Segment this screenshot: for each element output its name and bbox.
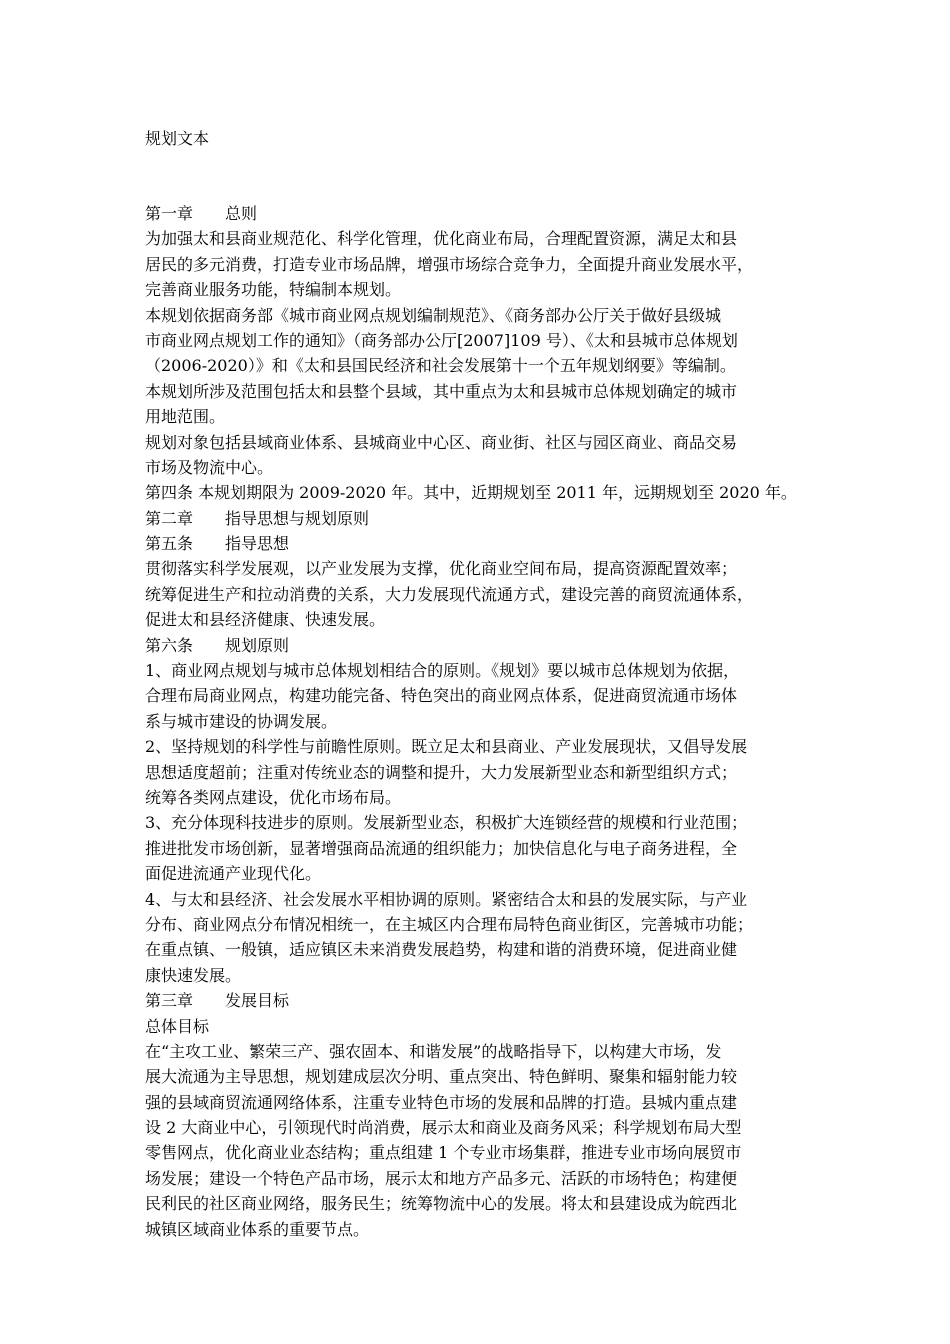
body-text-line: 设 2 大商业中心，引领现代时尚消费，展示太和商业及商务风采；科学规划布局大型	[145, 1118, 742, 1138]
body-text-line: 零售网点，优化商业业态结构；重点组建 1 个专业市场集群，推进专业市场向展贸市	[145, 1143, 742, 1163]
body-text-line: 2、坚持规划的科学性与前瞻性原则。既立足太和县商业、产业发展现状，又倡导发展	[145, 737, 748, 757]
body-text-line: 本规划依据商务部《城市商业网点规划编制规范》、《商务部办公厅关于做好县级城	[145, 305, 722, 325]
body-text-line: 推进批发市场创新，显著增强商品流通的组织能力；加快信息化与电子商务进程，全	[145, 838, 738, 858]
body-text-line: 贯彻落实科学发展观，以产业发展为支撑，优化商业空间布局，提高资源配置效率；	[145, 559, 738, 579]
body-text-line: 规划对象包括县域商业体系、县城商业中心区、商业街、社区与园区商业、商品交易	[145, 432, 738, 452]
body-text-line: 合理布局商业网点，构建功能完备、特色突出的商业网点体系，促进商贸流通市场体	[145, 686, 738, 706]
body-text-line: 康快速发展。	[145, 965, 242, 985]
body-text-line: 第三章 发展目标	[145, 991, 290, 1011]
body-text-line: 第四条 本规划期限为 2009-2020 年。其中，近期规划至 2011 年，远期规划至 2020 年。	[145, 483, 797, 503]
body-text-line: 第一章 总则	[145, 204, 258, 223]
body-text-line: 第六条 规划原则	[145, 635, 290, 655]
body-text-line: 完善商业服务功能，特编制本规划。	[145, 280, 402, 300]
body-text-line: 城镇区域商业体系的重要节点。	[145, 1219, 370, 1239]
body-text-line: 居民的多元消费，打造专业市场品牌，增强市场综合竞争力，全面提升商业发展水平，	[145, 254, 754, 274]
body-text-line: 民利民的社区商业网络，服务民生；统筹物流中心的发展。将太和县建设成为皖西北	[145, 1194, 738, 1214]
body-text-line: 4、与太和县经济、社会发展水平相协调的原则。紧密结合太和县的发展实际，与产业	[145, 889, 748, 909]
body-text-line: 1、商业网点规划与城市总体规划相结合的原则。《规划》要以城市总体规划为依据，	[145, 661, 740, 681]
body-text-line: 总体目标	[145, 1016, 210, 1036]
body-text-line: 强的县域商贸流通网络体系，注重专业特色市场的发展和品牌的打造。县城内重点建	[145, 1092, 738, 1112]
body-text-line: 促进太和县经济健康、快速发展。	[145, 610, 386, 630]
body-text-line: 思想适度超前；注重对传统业态的调整和提升，大力发展新型业态和新型组织方式；	[145, 762, 738, 782]
body-text-line: 用地范围。	[145, 407, 226, 427]
document-body	[145, 201, 825, 1242]
body-text-line: 场发展；建设一个特色产品市场，展示太和地方产品多元、活跃的市场特色；构建便	[145, 1168, 738, 1188]
body-text-line: 统筹促进生产和拉动消费的关系，大力发展现代流通方式，建设完善的商贸流通体系，	[145, 584, 754, 604]
body-text-line: 3、充分体现科技进步的原则。发展新型业态，积极扩大连锁经营的规模和行业范围；	[145, 813, 748, 833]
body-text-line: 在“主攻工业、繁荣三产、强农固本、和谐发展”的战略指导下，以构建大市场，发	[145, 1041, 722, 1061]
body-text-line: 市场及物流中心。	[145, 457, 274, 477]
body-text-line: 在重点镇、一般镇，适应镇区未来消费发展趋势，构建和谐的消费环境，促进商业健	[145, 940, 738, 960]
body-text-line: 统筹各类网点建设，优化市场布局。	[145, 787, 402, 807]
body-text-line: 面促进流通产业现代化。	[145, 864, 322, 884]
body-text-line: 为加强太和县商业规范化、科学化管理，优化商业布局，合理配置资源，满足太和县	[145, 229, 738, 249]
body-text-line: （2006-2020）》和《太和县国民经济和社会发展第十一个五年规划纲要》等编制。	[145, 356, 736, 376]
body-text-line: 分布、商业网点分布情况相统一，在主城区内合理布局特色商业街区，完善城市功能；	[145, 914, 754, 934]
document-title: 规划文本	[145, 129, 210, 148]
body-text-line: 第二章 指导思想与规划原则	[145, 508, 370, 528]
body-text-line: 系与城市建设的协调发展。	[145, 711, 338, 731]
body-text-line: 展大流通为主导思想，规划建成层次分明、重点突出、特色鲜明、聚集和辐射能力较	[145, 1067, 738, 1087]
body-text-line: 市商业网点规划工作的通知》（商务部办公厅[2007]109 号）、《太和县城市总体规划	[145, 330, 738, 350]
body-text-line: 第五条 指导思想	[145, 534, 290, 554]
body-text-line: 本规划所涉及范围包括太和县整个县域，其中重点为太和县城市总体规划确定的城市	[145, 381, 738, 401]
